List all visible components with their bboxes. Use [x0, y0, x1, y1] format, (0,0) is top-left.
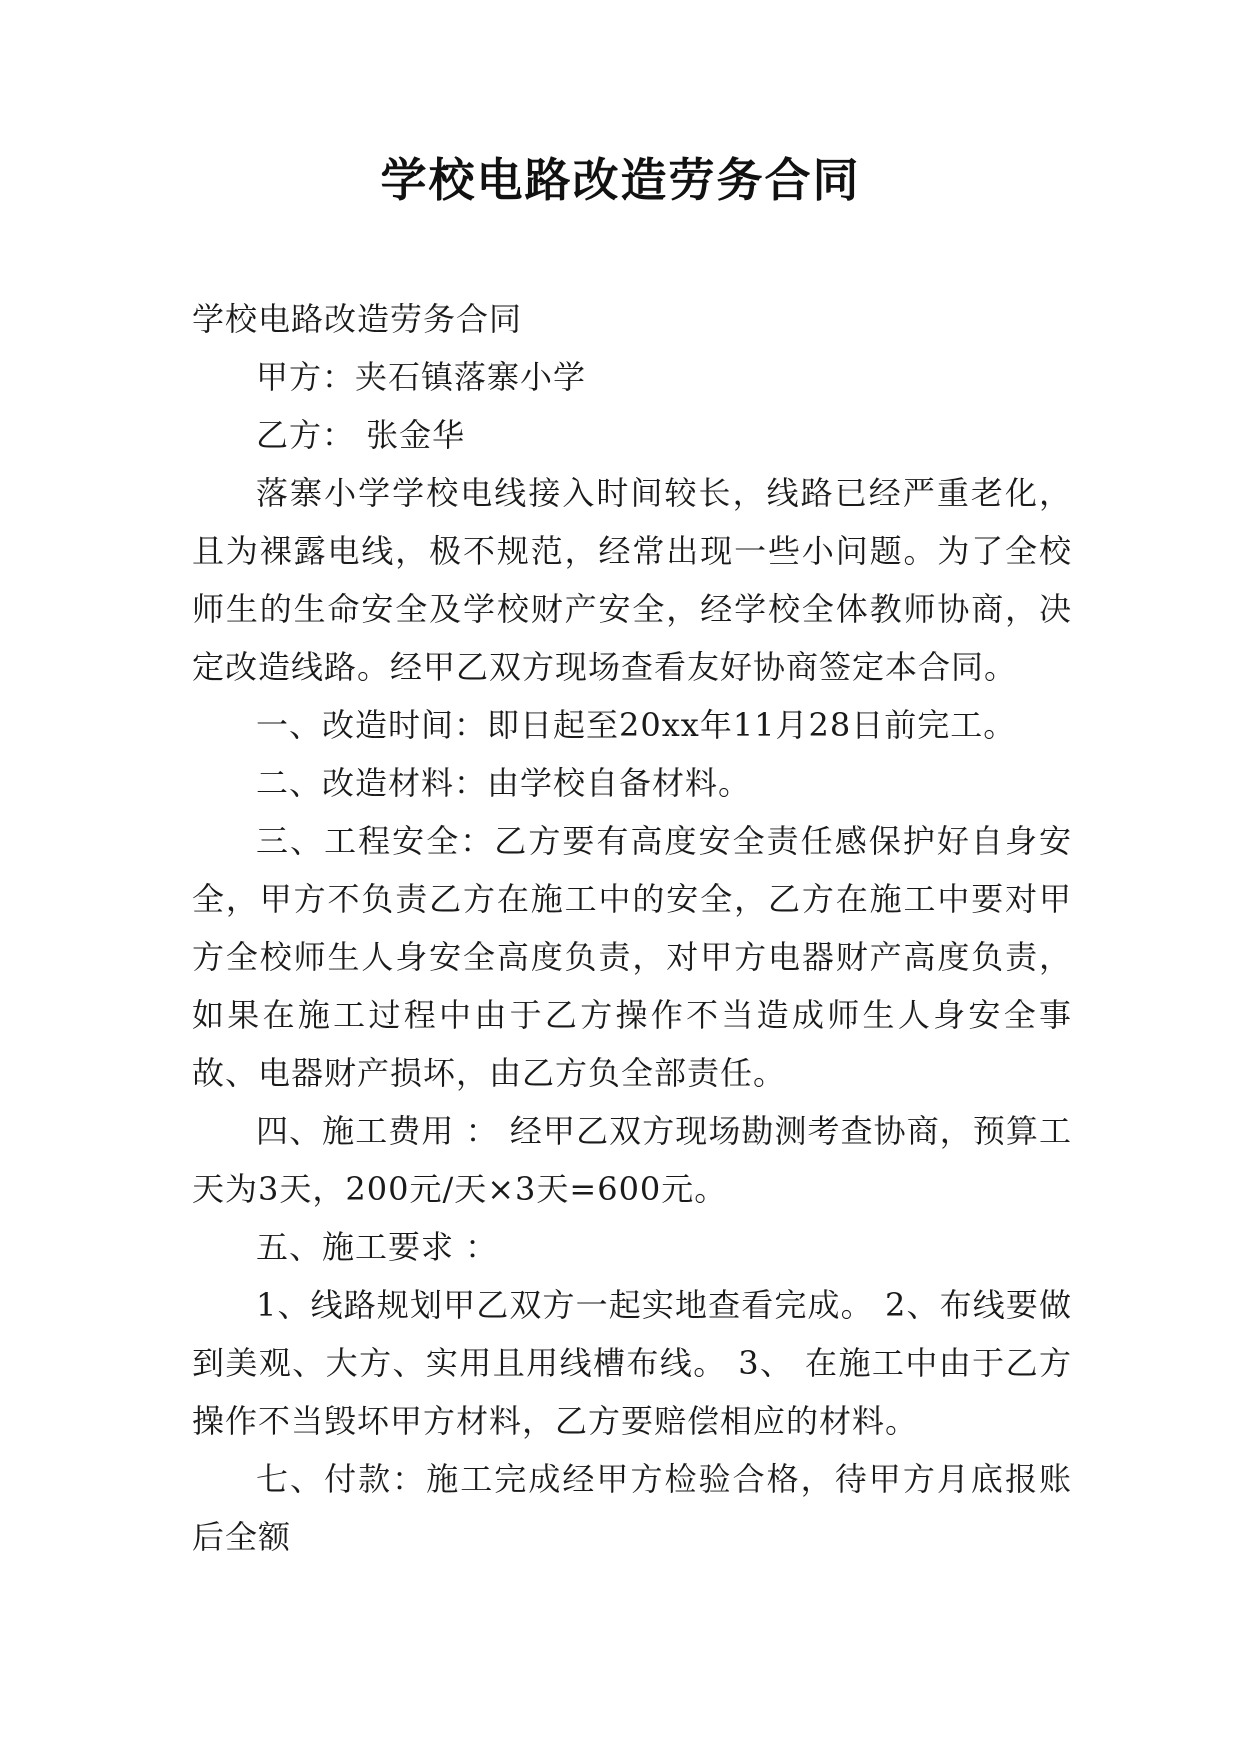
party-b-paragraph: 乙方： 张金华	[256, 416, 466, 454]
party-a-paragraph: 甲方：夹石镇落寨小学	[256, 358, 587, 396]
clause-requirements-heading: 五、施工要求 ：	[256, 1228, 499, 1266]
clause-time-paragraph: 一、改造时间：即日起至20xx年11月28日前完工。	[256, 706, 1017, 744]
background-paragraph: 落寨小学学校电线接入时间较长，线路已经严重老化，且为裸露电线，极不规范，经常出现一些小问题。为了全校师生的生命安全及学校财产安全，经学校全体教师协商，决定改造线路。经甲乙双方现场查看友好协商签定本合同。	[192, 474, 1072, 686]
document-body	[192, 290, 1072, 1566]
clause-safety-paragraph: 三、工程安全：乙方要有高度安全责任感保护好自身安全，甲方不负责乙方在施工中的安全，乙方在施工中要对甲方全校师生人身安全高度负责，对甲方电器财产高度负责，如果在施工过程中由于乙方操作不当造成师生人身安全事故、电器财产损坏，由乙方负全部责任。	[192, 822, 1072, 1092]
document-title: 学校电路改造劳务合同	[380, 153, 861, 207]
clause-payment-paragraph: 七、付款：施工完成经甲方检验合格，待甲方月底报账后全额	[192, 1460, 1072, 1556]
subtitle-paragraph: 学校电路改造劳务合同	[192, 300, 523, 338]
clause-fees-paragraph: 四、施工费用 ： 经甲乙双方现场勘测考查协商，预算工天为3天，200元/天×3天=600元。	[192, 1112, 1072, 1208]
clause-materials-paragraph: 二、改造材料：由学校自备材料。	[256, 764, 752, 802]
clause-requirements-paragraph: 1、线路规划甲乙双方一起实地查看完成。 2、布线要做到美观、大方、实用且用线槽布线。 3、 在施工中由于乙方操作不当毁坏甲方材料，乙方要赔偿相应的材料。	[192, 1286, 1072, 1440]
